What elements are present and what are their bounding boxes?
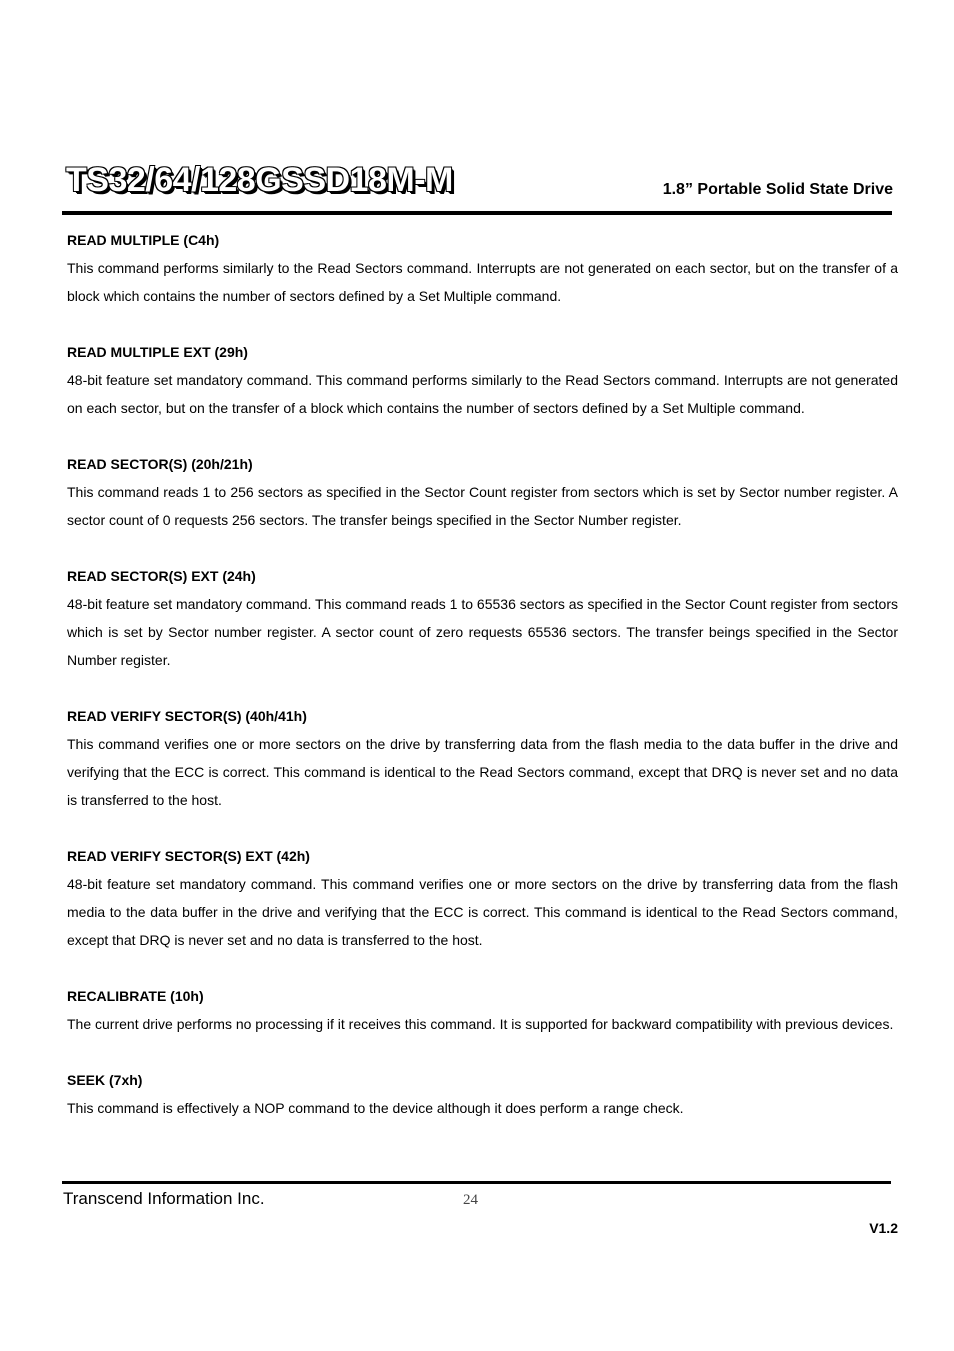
document-subtitle: 1.8” Portable Solid State Drive [662, 181, 893, 198]
section-body: This command verifies one or more sectors on the drive by transferring data from the flash media to the data buffer in the drive and verifying that the ECC is correct. This command is identical to the Read Sectors command, except that DRQ is never set and no data is transferred to the host. [67, 736, 898, 808]
section-heading: READ MULTIPLE (C4h) [67, 232, 220, 248]
document-version: V1.2 [869, 1220, 898, 1236]
section-heading: READ SECTOR(S) (20h/21h) [67, 456, 253, 472]
section-heading: READ VERIFY SECTOR(S) (40h/41h) [67, 708, 307, 724]
document-title: TS32/64/128GSSD18M-M [66, 161, 453, 199]
section-body: This command performs similarly to the Read Sectors command. Interrupts are not generated on each sector, but on the transfer of a block which contains the number of sectors defined by a Set Multiple command. [67, 260, 898, 304]
footer-company: Transcend Information Inc. [63, 1189, 265, 1208]
section-body: This command is effectively a NOP command to the device although it does perform a range check. [67, 1100, 684, 1116]
section-read-multiple [67, 226, 898, 310]
section-seek [67, 1066, 898, 1122]
section-read-multiple-ext [67, 338, 898, 422]
section-body: This command reads 1 to 256 sectors as specified in the Sector Count register from sectors which is set by Sector number register. A sector count of 0 requests 256 sectors. The transfer beings specified in the Sector Number register. [67, 484, 898, 528]
section-heading: READ SECTOR(S) EXT (24h) [67, 568, 256, 584]
section-recalibrate [67, 982, 898, 1038]
section-read-sectors [67, 450, 898, 534]
section-body: 48-bit feature set mandatory command. This command verifies one or more sectors on the drive by transferring data from the flash media to the data buffer in the drive and verifying that the ECC is correct. This command is identical to the Read Sectors command, except that DRQ is never set and no data is transferred to the host. [67, 876, 898, 948]
section-body: The current drive performs no processing if it receives this command. It is supported for backward compatibility with previous devices. [67, 1016, 894, 1032]
section-heading: READ VERIFY SECTOR(S) EXT (42h) [67, 848, 310, 864]
section-read-verify-sectors-ext [67, 842, 898, 954]
section-heading: READ MULTIPLE EXT (29h) [67, 344, 248, 360]
section-heading: SEEK (7xh) [67, 1072, 143, 1088]
footer-rule [62, 1181, 891, 1184]
header-rule [62, 211, 892, 215]
page-number: 24 [463, 1192, 478, 1208]
section-body: 48-bit feature set mandatory command. This command reads 1 to 65536 sectors as specified in the Sector Count register from sectors which is set by Sector number register. A sector count of zero requests 65536 sectors. The transfer beings specified in the Sector Number register. [67, 596, 898, 668]
section-heading: RECALIBRATE (10h) [67, 988, 204, 1004]
section-read-sectors-ext [67, 562, 898, 674]
section-read-verify-sectors [67, 702, 898, 814]
section-body: 48-bit feature set mandatory command. This command performs similarly to the Read Sectors command. Interrupts are not generated on each sector, but on the transfer of a block which contains the number of sectors defined by a Set Multiple command. [67, 372, 898, 416]
page-content [67, 226, 898, 1150]
